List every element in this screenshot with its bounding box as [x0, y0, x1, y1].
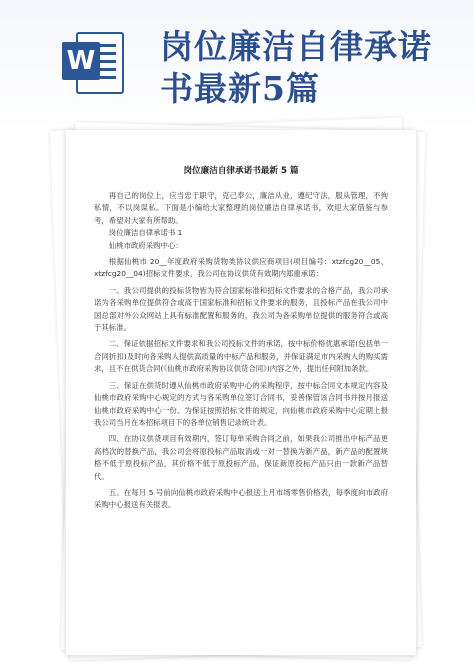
document-paragraph: 仙桃市政府采购中心： [108, 240, 183, 250]
document-paragraph: 五、在每月 5 号前向仙桃市政府采购中心报送上月市场零售价格表，每季度向市政府采购中心报送有关报表。 [94, 487, 388, 510]
banner-title-line1: 岗位廉洁自律承诺 [160, 27, 432, 66]
banner-title-line2: 书最新5篇 [160, 69, 320, 108]
doc-line [100, 60, 116, 63]
document-paragraph: 岗位廉洁自律承诺书 1 [108, 228, 183, 238]
document-paragraph: 二、保证依据招标文件要求和我公司投标文件的承诺，按中标价格优惠承诺(包括单一合同折扣)及时向各采购人提供高质量的中标产品和服务，并保证满足市内采购人的购买需求，且不在供货合同(《仙桃市政府采购协议供货合同》)内容之外，提出任何附加条款。 [94, 339, 388, 374]
doc-line [100, 44, 116, 47]
word-document-icon [62, 28, 124, 94]
doc-line [100, 76, 116, 79]
word-badge: W [62, 42, 100, 80]
document-paragraph: 一、我公司提供的投标货物皆为符合国家标准和招标文件要求的合格产品，我公司承诺为各采购单位提供符合或高于国家标准和招标文件要求的服务，且投标产品在我公司中国总部对外公众网站上具有标准配置和服务的，我公司为各采购单位提供的服务符合或高于其标准。 [94, 285, 388, 333]
document-title: 岗位廉洁自律承诺书最新 5 篇 [183, 166, 299, 176]
document-page [66, 130, 416, 655]
doc-line [100, 68, 116, 71]
document-paragraph: 三、保证在供货时遵从仙桃市政府采购中心的采购程序，按中标合同文本规定内容及仙桃市政府采购中心规定的方式与各采购单位签订合同书，妥善保管该合同书并按月报送仙桃市政府采购中心一份。为保证按照招标文件的规定，向仙桃市政府采购中心定期上报我公司当月在本招标项目下的各单位销售记录统计表。 [94, 380, 388, 427]
doc-line [100, 52, 116, 55]
document-paragraph: 四、在协议供货项目有效期内，签订每单采购合同之前，如果我公司推出中标产品更高档次的替换产品，我公司会将原投标产品取消或一对一替换为新产品，新产品的配置规格不低于原投标产品，其价格不低于原投标产品，保证新原投标产品只由一款新产品替代。 [94, 434, 388, 481]
banner-title [160, 26, 460, 110]
document-paragraph: 再自己的岗位上，应当忠于职守，克己奉公，廉洁从业，遵纪守法，服从管理，不徇私情，不以岗谋私。下面是小编给大家整理的岗位廉洁自律承诺书，欢迎大家借鉴与参考，希望对大家有所帮助。 [94, 191, 388, 225]
document-paragraph: 根据仙桃市 20__年度政府采购货物类协议供应商项目(项目编号：xtzfcg20__05、xtzfcg20__04)招标文件要求，我公司在协议供货有效期内郑重承诺： [94, 257, 388, 279]
header-banner [0, 0, 474, 130]
